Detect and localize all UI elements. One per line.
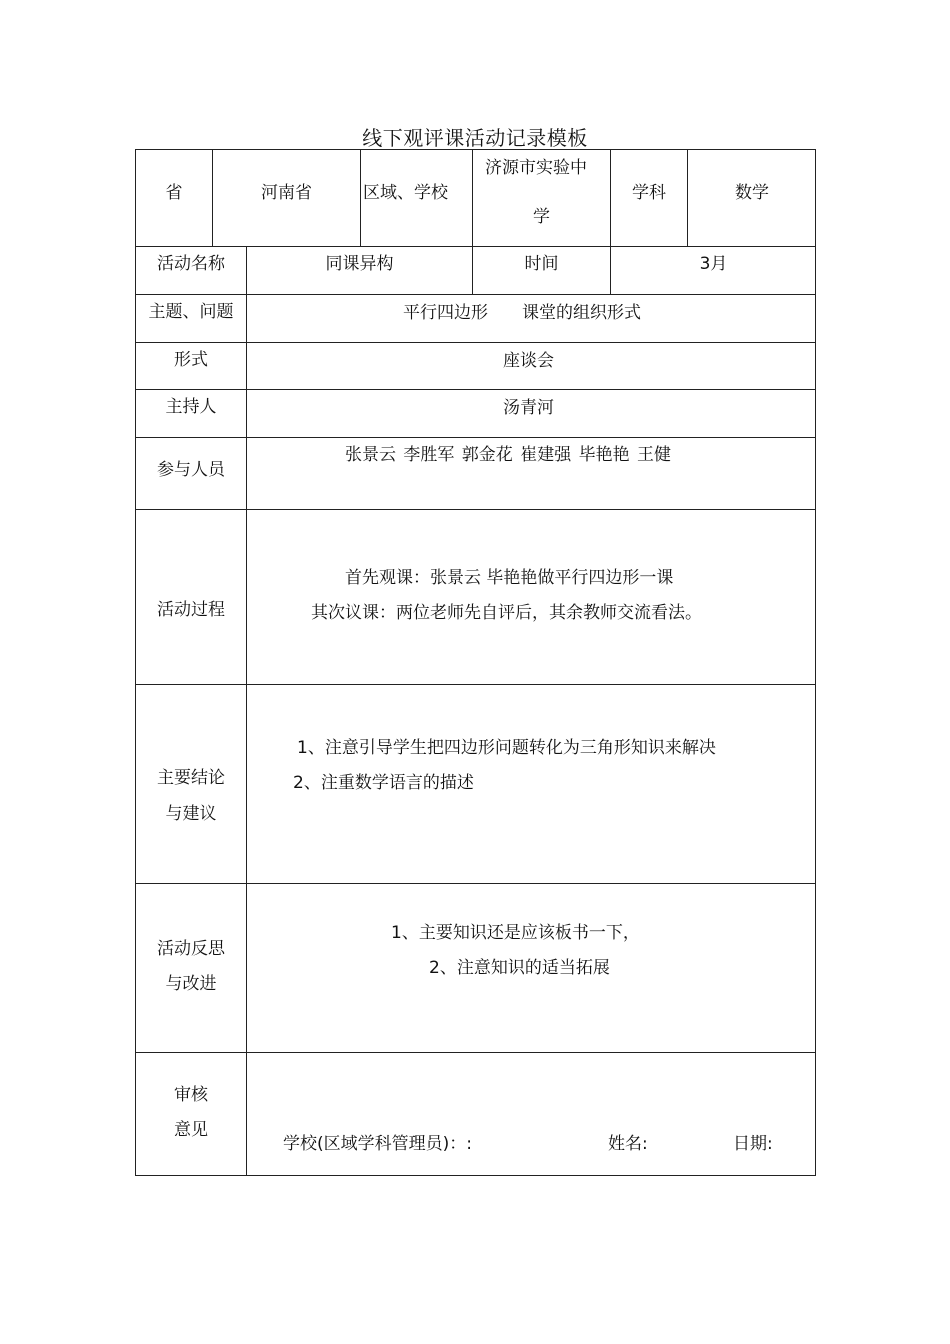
process-line1: 首先观课：张景云 毕艳艳做平行四边形一课 [345, 568, 674, 588]
conclusion-line2: 2、注重数学语言的描述 [293, 773, 474, 793]
activity-name-value: 同课异构 [325, 254, 394, 274]
time-value-cell [610, 246, 816, 294]
document-title: 线下观评课活动记录模板 [362, 126, 588, 150]
conclusion-label-line2: 与建议 [165, 804, 217, 824]
conclusion-label-line1: 主要结论 [157, 768, 225, 788]
format-label-cell [135, 342, 246, 389]
topic-value: 平行四边形 课堂的组织形式 [403, 303, 641, 323]
region-label: 区域、学校 [363, 183, 448, 203]
format-value-cell [246, 342, 816, 389]
process-line2: 其次议课：两位老师先自评后，其余教师交流看法。 [311, 603, 702, 623]
subject-value-cell [687, 149, 816, 246]
subject-value: 数学 [735, 183, 769, 203]
host-value: 汤青河 [503, 398, 554, 418]
activity-name-value-cell [246, 246, 472, 294]
reflection-label-cell [135, 883, 246, 1052]
subject-label-cell [610, 149, 687, 246]
activity-name-label: 活动名称 [157, 254, 225, 274]
subject-label: 学科 [632, 183, 666, 203]
topic-value-cell [246, 294, 816, 342]
review-label-line2: 意见 [174, 1120, 208, 1140]
review-value-cell [246, 1052, 816, 1176]
time-label-cell [472, 246, 610, 294]
conclusion-label-cell [135, 684, 246, 883]
school-value-line1: 济源市实验中 [485, 158, 587, 178]
reflection-line1: 1、主要知识还是应该板书一下， [391, 923, 640, 943]
province-label-cell [135, 149, 212, 246]
school-value-line2: 学 [533, 207, 550, 227]
process-value-cell [246, 509, 816, 684]
review-label-cell [135, 1052, 246, 1176]
participants-value-cell [246, 437, 816, 509]
review-label-line1: 审核 [174, 1085, 208, 1105]
reflection-value-cell [246, 883, 816, 1052]
topic-label-cell [135, 294, 246, 342]
process-label-cell [135, 509, 246, 684]
host-value-cell [246, 389, 816, 437]
province-value: 河南省 [261, 183, 312, 203]
reflection-line2: 2、注意知识的适当拓展 [429, 958, 610, 978]
time-value: 3月 [699, 254, 728, 274]
review-name-label: 姓名: [608, 1134, 648, 1154]
conclusion-line1: 1、注意引导学生把四边形问题转化为三角形知识来解决 [297, 738, 716, 758]
activity-name-label-cell [135, 246, 246, 294]
reflection-label-line2: 与改进 [165, 974, 217, 994]
school-value-cell [472, 149, 610, 246]
format-label: 形式 [174, 350, 208, 370]
record-table [135, 149, 816, 1176]
review-school-admin: 学校(区域学科管理员)：: [283, 1134, 472, 1154]
reflection-label-line1: 活动反思 [157, 939, 225, 959]
participants-value: 张景云 李胜军 郭金花 崔建强 毕艳艳 王健 [345, 445, 672, 465]
region-label-cell [360, 149, 472, 246]
topic-label: 主题、问题 [148, 302, 234, 322]
participants-label-cell [135, 437, 246, 509]
host-label: 主持人 [165, 397, 217, 417]
province-label: 省 [165, 183, 183, 203]
review-date-label: 日期: [733, 1134, 773, 1154]
host-label-cell [135, 389, 246, 437]
province-value-cell [212, 149, 360, 246]
time-label: 时间 [524, 254, 559, 274]
participants-label: 参与人员 [157, 460, 225, 480]
format-value: 座谈会 [503, 351, 554, 371]
process-label: 活动过程 [157, 600, 225, 620]
conclusion-value-cell [246, 684, 816, 883]
